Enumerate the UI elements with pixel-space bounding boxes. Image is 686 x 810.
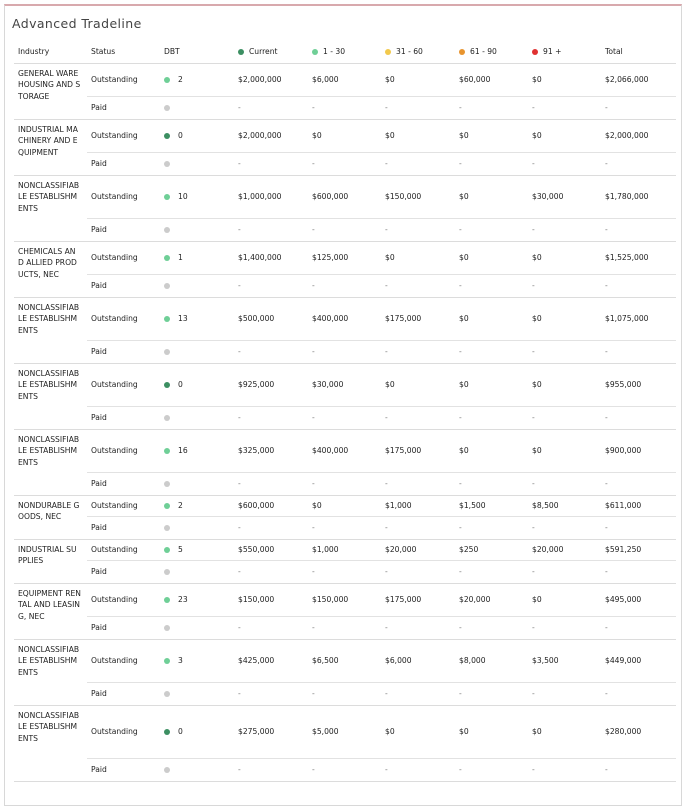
table-row [14,639,676,682]
paid-d31_60-cell: - [381,406,455,429]
status-cell: Outstanding [91,192,138,201]
paid-dbt-cell [160,218,234,241]
dbt-cell [160,119,234,152]
table-row [14,705,676,758]
1-30-dot-icon [312,49,318,55]
dbt-status-dot-icon [164,729,170,735]
paid-d1_30-cell: - [308,152,381,175]
paid-total-cell: - [601,274,676,297]
dbt-cell [160,429,234,472]
table-row [14,241,676,274]
paid-d61_90-cell: - [455,758,528,781]
header-1-30-label: 1 - 30 [323,47,346,57]
paid-d31_60-cell: - [381,472,455,495]
d1_30-cell: $125,000 [312,253,349,262]
paid-d1_30-cell: - [308,340,381,363]
d1_30-cell: $400,000 [312,314,349,323]
d91_plus-cell: $3,500 [532,656,559,665]
dbt-value: 10 [178,192,188,201]
paid-status-dot-icon [164,481,170,487]
total-cell: $1,780,000 [605,192,649,201]
paid-d1_30-cell: - [308,96,381,119]
d61_90-cell: $0 [459,192,469,201]
paid-status-cell: Paid [87,340,160,363]
table-row-paid [14,274,676,297]
dbt-cell [160,539,234,560]
status-cell: Outstanding [91,131,138,140]
d31_60-cell: $0 [385,727,395,736]
paid-status-dot-icon [164,767,170,773]
paid-dbt-cell [160,516,234,539]
table-row-paid [14,616,676,639]
paid-current-cell: - [234,152,308,175]
dbt-status-dot-icon [164,133,170,139]
table-row-paid [14,96,676,119]
d1_30-cell: $1,000 [312,545,339,554]
d61_90-cell: $250 [459,545,479,554]
61-90-dot-icon [459,49,465,55]
paid-status-cell: Paid [87,616,160,639]
header-91-plus [528,41,601,63]
paid-d91_plus-cell: - [528,758,601,781]
paid-dbt-cell [160,406,234,429]
d31_60-cell: $1,000 [385,501,412,510]
tradeline-table [14,41,676,782]
total-cell: $495,000 [605,595,642,604]
paid-status-cell: Paid [87,96,160,119]
total-cell: $1,525,000 [605,253,649,262]
paid-dbt-cell [160,274,234,297]
paid-dbt-cell [160,96,234,119]
d61_90-cell: $8,000 [459,656,486,665]
header-dbt: DBT [160,41,234,63]
dbt-value: 5 [178,545,183,554]
d31_60-cell: $175,000 [385,595,422,604]
current-cell: $925,000 [238,380,275,389]
d1_30-cell: $6,500 [312,656,339,665]
industry-cell: CHEMICALS AND ALLIED PRODUCTS, NEC [14,241,87,297]
header-1-30 [308,41,381,63]
paid-status-dot-icon [164,227,170,233]
d91_plus-cell: $0 [532,131,542,140]
d91_plus-cell: $8,500 [532,501,559,510]
dbt-status-dot-icon [164,597,170,603]
d61_90-cell: $0 [459,380,469,389]
current-cell: $500,000 [238,314,275,323]
industry-cell: NONCLASSIFIABLE ESTABLISHMENTS [14,297,87,363]
total-cell: $2,000,000 [605,131,649,140]
paid-current-cell: - [234,560,308,583]
paid-d31_60-cell: - [381,152,455,175]
d61_90-cell: $0 [459,253,469,262]
d91_plus-cell: $0 [532,380,542,389]
paid-total-cell: - [601,758,676,781]
status-cell: Outstanding [91,501,138,510]
total-cell: $449,000 [605,656,642,665]
dbt-cell [160,583,234,616]
header-31-60 [381,41,455,63]
industry-cell: INDUSTRIAL MACHINERY AND EQUIPMENT [14,119,87,175]
table-row-paid [14,406,676,429]
paid-d61_90-cell: - [455,152,528,175]
paid-d91_plus-cell: - [528,274,601,297]
d91_plus-cell: $0 [532,446,542,455]
status-cell: Outstanding [91,446,138,455]
paid-d1_30-cell: - [308,274,381,297]
d1_30-cell: $0 [312,131,322,140]
paid-d61_90-cell: - [455,516,528,539]
paid-status-cell: Paid [87,560,160,583]
paid-d91_plus-cell: - [528,340,601,363]
paid-dbt-cell [160,560,234,583]
industry-cell: EQUIPMENT RENTAL AND LEASING, NEC [14,583,87,639]
industry-cell: NONCLASSIFIABLE ESTABLISHMENTS [14,429,87,495]
paid-d1_30-cell: - [308,560,381,583]
paid-d31_60-cell: - [381,616,455,639]
d1_30-cell: $150,000 [312,595,349,604]
paid-d1_30-cell: - [308,616,381,639]
d61_90-cell: $60,000 [459,75,491,84]
industry-cell: NONCLASSIFIABLE ESTABLISHMENTS [14,363,87,429]
paid-status-dot-icon [164,569,170,575]
table-row-paid [14,152,676,175]
d61_90-cell: $0 [459,446,469,455]
dbt-status-dot-icon [164,547,170,553]
paid-dbt-cell [160,758,234,781]
total-cell: $1,075,000 [605,314,649,323]
paid-d1_30-cell: - [308,218,381,241]
d31_60-cell: $0 [385,253,395,262]
paid-total-cell: - [601,152,676,175]
paid-d31_60-cell: - [381,516,455,539]
paid-current-cell: - [234,516,308,539]
d31_60-cell: $0 [385,380,395,389]
status-cell: Outstanding [91,595,138,604]
dbt-value: 0 [178,380,183,389]
paid-d91_plus-cell: - [528,616,601,639]
header-61-90 [455,41,528,63]
d61_90-cell: $0 [459,131,469,140]
d61_90-cell: $0 [459,314,469,323]
dbt-status-dot-icon [164,448,170,454]
paid-current-cell: - [234,274,308,297]
paid-current-cell: - [234,96,308,119]
current-cell: $1,400,000 [238,253,282,262]
dbt-cell [160,241,234,274]
dbt-value: 16 [178,446,188,455]
status-cell: Outstanding [91,314,138,323]
table-row [14,63,676,96]
paid-d91_plus-cell: - [528,218,601,241]
d61_90-cell: $0 [459,727,469,736]
paid-d61_90-cell: - [455,340,528,363]
paid-d61_90-cell: - [455,406,528,429]
d1_30-cell: $30,000 [312,380,344,389]
header-91-plus-label: 91 + [543,47,562,57]
paid-dbt-cell [160,682,234,705]
paid-total-cell: - [601,616,676,639]
31-60-dot-icon [385,49,391,55]
paid-d31_60-cell: - [381,218,455,241]
paid-current-cell: - [234,758,308,781]
total-cell: $280,000 [605,727,642,736]
d1_30-cell: $5,000 [312,727,339,736]
dbt-value: 1 [178,253,183,262]
paid-d61_90-cell: - [455,560,528,583]
total-cell: $591,250 [605,545,642,554]
current-cell: $325,000 [238,446,275,455]
table-body [14,63,676,781]
d1_30-cell: $600,000 [312,192,349,201]
dbt-value: 3 [178,656,183,665]
paid-status-dot-icon [164,105,170,111]
paid-status-cell: Paid [87,406,160,429]
table-header-row [14,41,676,63]
d91_plus-cell: $20,000 [532,545,564,554]
total-cell: $955,000 [605,380,642,389]
table-row-paid [14,758,676,781]
paid-status-dot-icon [164,349,170,355]
status-cell: Outstanding [91,380,138,389]
status-cell: Outstanding [91,656,138,665]
paid-total-cell: - [601,682,676,705]
paid-status-cell: Paid [87,516,160,539]
industry-cell: GENERAL WAREHOUSING AND STORAGE [14,63,87,119]
paid-status-dot-icon [164,283,170,289]
total-cell: $611,000 [605,501,642,510]
d31_60-cell: $0 [385,75,395,84]
paid-status-cell: Paid [87,758,160,781]
table-row [14,297,676,340]
table-row [14,119,676,152]
table-row [14,583,676,616]
paid-status-cell: Paid [87,472,160,495]
table-row [14,363,676,406]
paid-status-cell: Paid [87,218,160,241]
d31_60-cell: $175,000 [385,446,422,455]
d91_plus-cell: $0 [532,595,542,604]
paid-current-cell: - [234,616,308,639]
paid-status-cell: Paid [87,152,160,175]
dbt-status-dot-icon [164,316,170,322]
current-cell: $275,000 [238,727,275,736]
paid-total-cell: - [601,516,676,539]
paid-d31_60-cell: - [381,96,455,119]
d1_30-cell: $6,000 [312,75,339,84]
paid-status-dot-icon [164,525,170,531]
table-row-paid [14,340,676,363]
industry-cell: NONDURABLE GOODS, NEC [14,495,87,539]
paid-status-dot-icon [164,161,170,167]
paid-d1_30-cell: - [308,472,381,495]
total-cell: $2,066,000 [605,75,649,84]
paid-status-dot-icon [164,691,170,697]
header-industry: Industry [14,41,87,63]
paid-d61_90-cell: - [455,682,528,705]
paid-d91_plus-cell: - [528,472,601,495]
dbt-status-dot-icon [164,382,170,388]
table-row [14,539,676,560]
dbt-cell [160,705,234,758]
paid-d31_60-cell: - [381,560,455,583]
status-cell: Outstanding [91,75,138,84]
d91_plus-cell: $0 [532,75,542,84]
industry-cell: NONCLASSIFIABLE ESTABLISHMENTS [14,175,87,241]
status-cell: Outstanding [91,727,138,736]
current-cell: $425,000 [238,656,275,665]
table-row-paid [14,218,676,241]
paid-d61_90-cell: - [455,472,528,495]
d31_60-cell: $0 [385,131,395,140]
paid-d31_60-cell: - [381,340,455,363]
table-row [14,175,676,218]
paid-current-cell: - [234,472,308,495]
header-61-90-label: 61 - 90 [470,47,497,57]
paid-current-cell: - [234,218,308,241]
dbt-status-dot-icon [164,77,170,83]
paid-dbt-cell [160,340,234,363]
current-cell: $2,000,000 [238,75,282,84]
paid-d61_90-cell: - [455,96,528,119]
d31_60-cell: $150,000 [385,192,422,201]
d31_60-cell: $20,000 [385,545,417,554]
d31_60-cell: $175,000 [385,314,422,323]
total-cell: $900,000 [605,446,642,455]
paid-d1_30-cell: - [308,516,381,539]
advanced-tradeline-panel [4,4,682,806]
paid-d91_plus-cell: - [528,682,601,705]
d1_30-cell: $400,000 [312,446,349,455]
paid-total-cell: - [601,96,676,119]
current-dot-icon [238,49,244,55]
paid-d1_30-cell: - [308,682,381,705]
current-cell: $550,000 [238,545,275,554]
current-cell: $2,000,000 [238,131,282,140]
dbt-cell [160,363,234,406]
header-status: Status [87,41,160,63]
paid-d1_30-cell: - [308,406,381,429]
dbt-status-dot-icon [164,194,170,200]
paid-d31_60-cell: - [381,274,455,297]
paid-d91_plus-cell: - [528,560,601,583]
dbt-value: 13 [178,314,188,323]
table-row [14,495,676,516]
dbt-cell [160,175,234,218]
status-cell: Outstanding [91,545,138,554]
d61_90-cell: $1,500 [459,501,486,510]
header-current-label: Current [249,47,278,57]
dbt-cell [160,297,234,340]
industry-cell: INDUSTRIAL SUPPLIES [14,539,87,583]
paid-d91_plus-cell: - [528,516,601,539]
paid-d31_60-cell: - [381,758,455,781]
table-row-paid [14,682,676,705]
dbt-value: 0 [178,727,183,736]
dbt-value: 23 [178,595,188,604]
industry-cell: NONCLASSIFIABLE ESTABLISHMENTS [14,705,87,781]
table-row-paid [14,516,676,539]
dbt-status-dot-icon [164,503,170,509]
paid-current-cell: - [234,682,308,705]
paid-d91_plus-cell: - [528,152,601,175]
table-row-paid [14,472,676,495]
paid-d61_90-cell: - [455,274,528,297]
paid-dbt-cell [160,616,234,639]
paid-total-cell: - [601,218,676,241]
paid-status-dot-icon [164,625,170,631]
91-plus-dot-icon [532,49,538,55]
d91_plus-cell: $0 [532,727,542,736]
paid-total-cell: - [601,340,676,363]
paid-d61_90-cell: - [455,616,528,639]
paid-total-cell: - [601,560,676,583]
paid-status-cell: Paid [87,274,160,297]
header-31-60-label: 31 - 60 [396,47,423,57]
dbt-value: 0 [178,131,183,140]
current-cell: $1,000,000 [238,192,282,201]
dbt-cell [160,495,234,516]
d1_30-cell: $0 [312,501,322,510]
paid-d1_30-cell: - [308,758,381,781]
paid-status-dot-icon [164,415,170,421]
dbt-cell [160,639,234,682]
paid-d31_60-cell: - [381,682,455,705]
table-row [14,429,676,472]
paid-current-cell: - [234,340,308,363]
dbt-value: 2 [178,501,183,510]
dbt-status-dot-icon [164,255,170,261]
paid-status-cell: Paid [87,682,160,705]
paid-current-cell: - [234,406,308,429]
d91_plus-cell: $30,000 [532,192,564,201]
dbt-status-dot-icon [164,658,170,664]
industry-cell: NONCLASSIFIABLE ESTABLISHMENTS [14,639,87,705]
header-current [234,41,308,63]
paid-d91_plus-cell: - [528,96,601,119]
dbt-cell [160,63,234,96]
paid-total-cell: - [601,406,676,429]
panel-title: Advanced Tradeline [12,16,142,31]
d61_90-cell: $20,000 [459,595,491,604]
header-total: Total [601,41,676,63]
paid-d91_plus-cell: - [528,406,601,429]
table-row-paid [14,560,676,583]
dbt-value: 2 [178,75,183,84]
status-cell: Outstanding [91,253,138,262]
d31_60-cell: $6,000 [385,656,412,665]
paid-total-cell: - [601,472,676,495]
paid-dbt-cell [160,472,234,495]
d91_plus-cell: $0 [532,314,542,323]
paid-d61_90-cell: - [455,218,528,241]
paid-dbt-cell [160,152,234,175]
d91_plus-cell: $0 [532,253,542,262]
current-cell: $150,000 [238,595,275,604]
current-cell: $600,000 [238,501,275,510]
